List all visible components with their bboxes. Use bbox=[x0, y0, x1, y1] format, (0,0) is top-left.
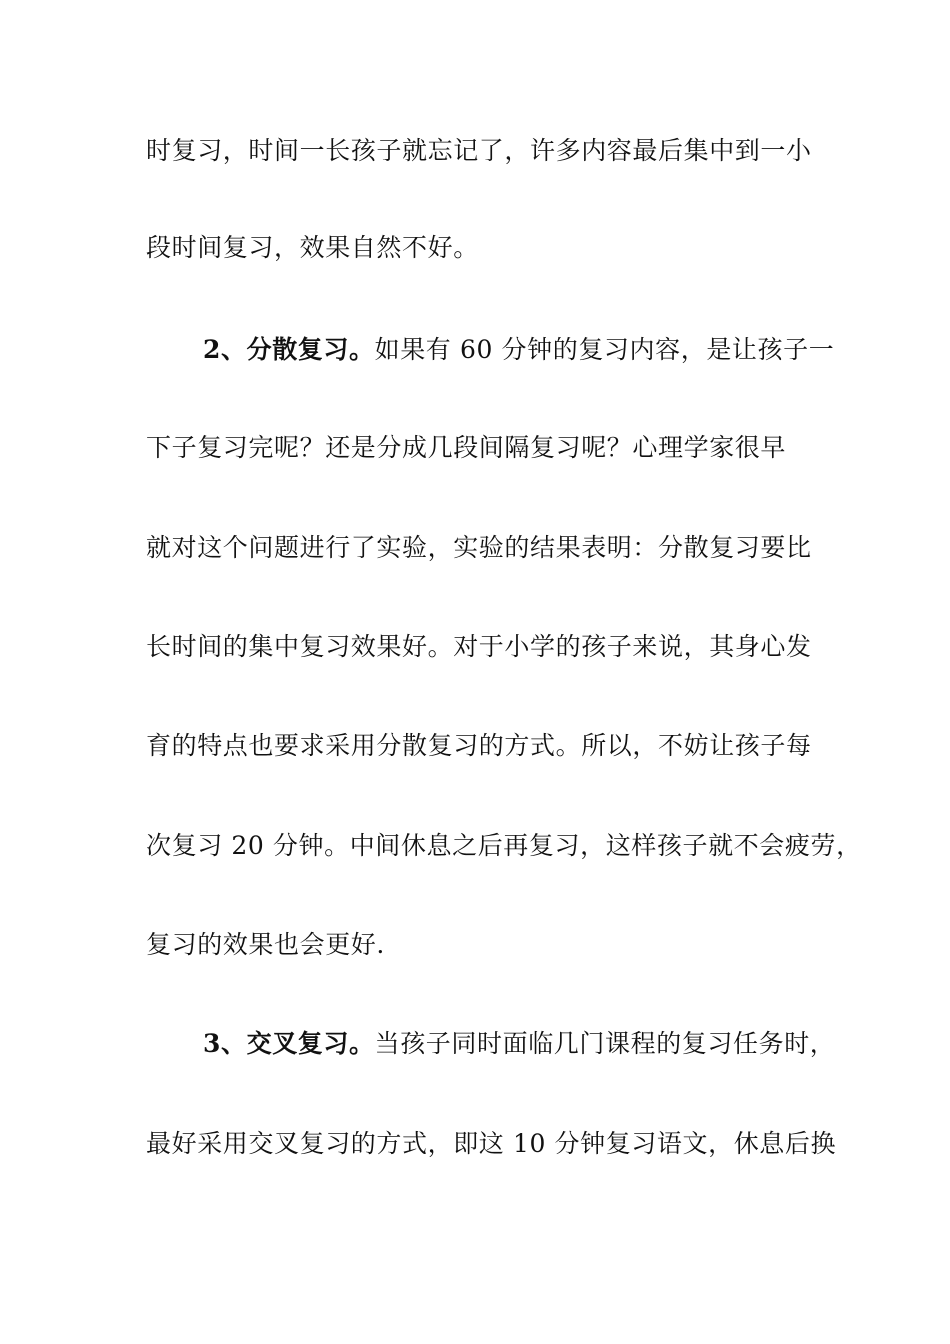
section-heading-cross-review: 3、交叉复习。 bbox=[203, 1029, 375, 1058]
paragraph-line: 段时间复习，效果自然不好。 bbox=[146, 233, 479, 262]
paragraph-text: 当孩子同时面临几门课程的复习任务时， bbox=[374, 1029, 836, 1058]
paragraph-line: 最好采用交叉复习的方式，即这 10 分钟复习语文，休息后换 bbox=[146, 1129, 837, 1158]
paragraph-line: 育的特点也要求采用分散复习的方式。所以，不妨让孩子每 bbox=[146, 731, 812, 760]
paragraph-line: 长时间的集中复习效果好。对于小学的孩子来说，其身心发 bbox=[146, 632, 812, 661]
paragraph-line: 下子复习完呢？还是分成几段间隔复习呢？心理学家很早 bbox=[146, 433, 787, 462]
paragraph-line: 复习的效果也会更好. bbox=[146, 930, 385, 959]
paragraph-line: 就对这个问题进行了实验，实验的结果表明：分散复习要比 bbox=[146, 533, 812, 562]
section-heading-distributed-review: 2、分散复习。 bbox=[203, 335, 375, 364]
paragraph-text: 如果有 60 分钟的复习内容，是让孩子一 bbox=[374, 335, 835, 364]
section-line-distributed-review bbox=[203, 330, 903, 370]
paragraph-line: 时复习，时间一长孩子就忘记了，许多内容最后集中到一小 bbox=[146, 136, 812, 165]
paragraph-line: 次复习 20 分钟。中间休息之后再复习，这样孩子就不会疲劳， bbox=[146, 831, 862, 860]
section-line-cross-review bbox=[203, 1024, 903, 1064]
